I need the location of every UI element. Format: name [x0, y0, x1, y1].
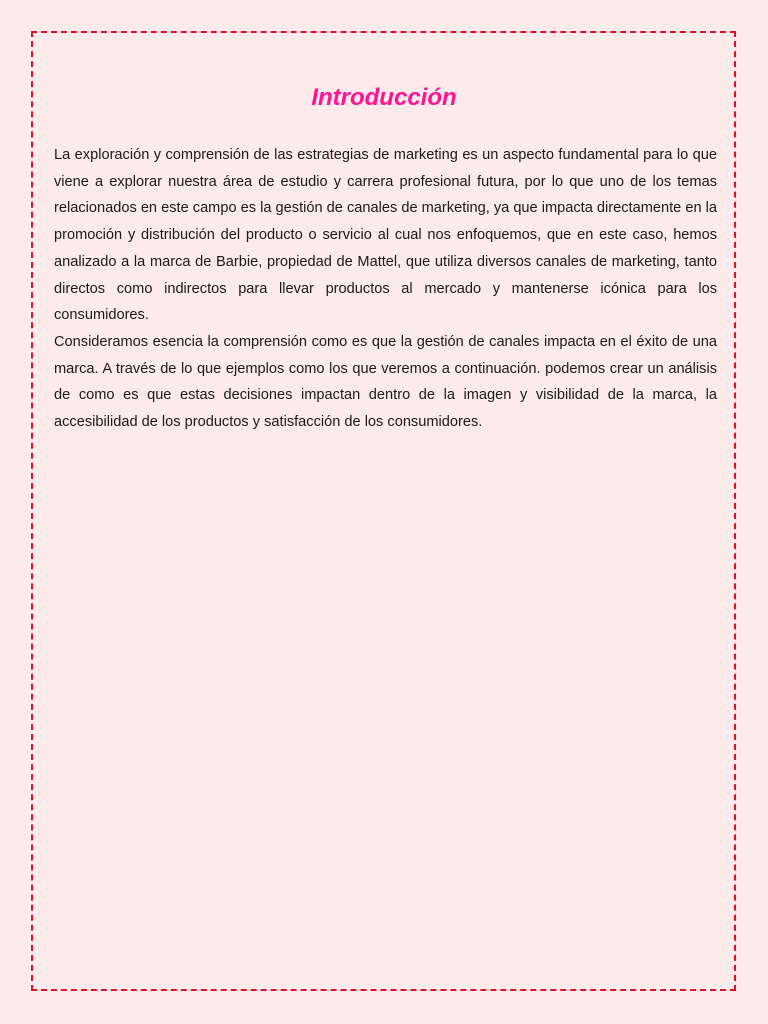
body-text — [54, 142, 717, 436]
paragraph: La exploración y comprensión de las estrategias de marketing es un aspecto fundamental para lo que viene a explorar nuestra área de estudio y carrera profesional futura, por lo que uno de los temas relacionados en este campo es la gestión de canales de marketing, ya que impacta directamente en la promoción y distribución del producto o servicio al cual nos enfoquemos, que en este caso, hemos analizado a la marca de Barbie, propiedad de Mattel, que utiliza diversos canales de marketing, tanto directos como indirectos para llevar productos al mercado y mantenerse icónica para los consumidores. — [54, 147, 717, 324]
paragraph: Consideramos esencia la comprensión como es que la gestión de canales impacta en el éxito de una marca. A través de lo que ejemplos como los que veremos a continuación. podemos crear un análisis de como es que estas decisiones impactan dentro de la imagen y visibilidad de la marca, la accesibilidad de los productos y satisfacción de los consumidores. — [54, 333, 717, 431]
page-title: Introducción — [311, 84, 457, 111]
